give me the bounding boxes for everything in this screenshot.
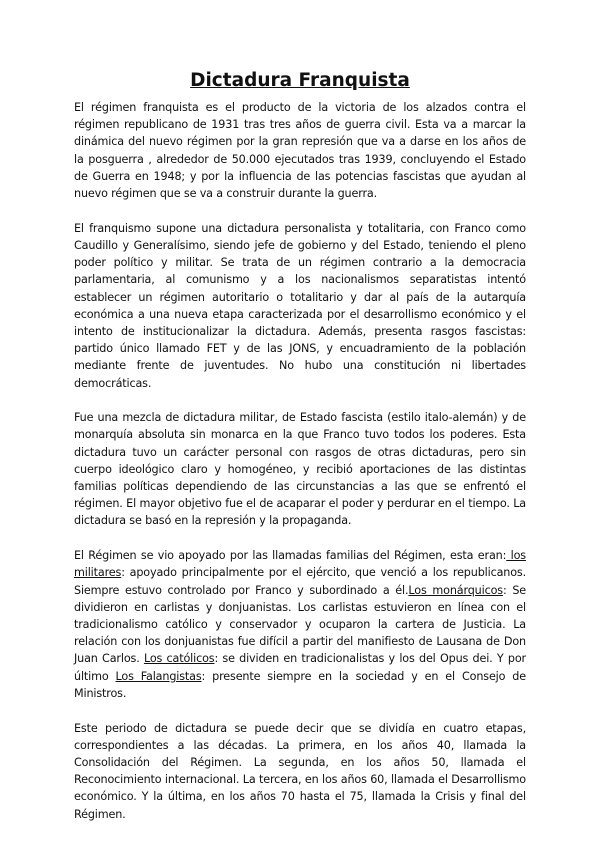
paragraph-stages: Este periodo de dictadura se puede decir que se dividía en cuatro etapas, correspondientes a las décadas. La primera, en los años 40, llamada la Consolidación del Régimen. La segunda, en los años 50, llamada el Reconocimiento internacional. La tercera, en los años 60, llamada el Desarrollismo económico. Y la última, en los años 70 hasta el 75, llamada la Crisis y final del Régimen. bbox=[74, 721, 526, 821]
paragraph-origins: El régimen franquista es el producto de la victoria de los alzados contra el régimen republicano de 1931 tras tres años de guerra civil. Esta va a marcar la dinámica del nuevo régimen por la gran represión que va a darse en los años de la posguerra , alrededor de 50.000 ejecutados tras 1939, concluyendo el Estado de Guerra en 1948; y por la influencia de las potencias fascistas que ayudan al nuevo régimen que se va a construir durante la guerra. bbox=[74, 101, 526, 201]
paragraph-families bbox=[74, 547, 526, 702]
family-falangistas-label: Los Falangistas bbox=[115, 669, 202, 683]
paragraph-characteristics: El franquismo supone una dictadura personalista y totalitaria, con Franco como Caudillo y Generalísimo, siendo jefe de gobierno y del Estado, teniendo el pleno poder político y militar. Se trata de un régimen contrario a la democracia parlamentaria, al comunismo y a los nacionalismos separatistas intentó establecer un régimen autoritario o totalitario y dar al país de la autarquía económica a una nueva etapa caracterizada por el desarrollismo económico y el intento de institucionalizar la dictadura. Además, presenta rasgos fascistas: partido único llamado FET y de las JONS, y encuadramiento de la población mediante frente de juventudes. No hubo una constitución ni libertades democráticas. bbox=[74, 221, 526, 390]
family-militares-label: los militares bbox=[74, 549, 526, 580]
document-title: Dictadura Franquista bbox=[190, 70, 410, 91]
document-page bbox=[74, 70, 526, 823]
paragraph-mixture: Fue una mezcla de dictadura militar, de Estado fascista (estilo italo-alemán) y de monarquía absoluta sin monarca en la que Franco tuvo todos los poderes. Esta dictadura tuvo un carácter personal con rasgos de otras dictaduras, pero sin cuerpo ideológico claro y homogéneo, y recibió aportaciones de las distintas familias políticas dependiendo de las circunstancias a las que se enfrentó el régimen. El mayor objetivo fue el de acaparar el poder y perdurar en el tiempo. La dictadura se basó en la represión y la propaganda. bbox=[74, 411, 526, 528]
family-militares-text: : apoyado principalmente por el ejército, que venció a los republicanos. Siempre estuvo controlado por Franco y subordinado a él. bbox=[74, 566, 526, 597]
family-falangistas-text: : presente siempre en la sociedad y en el Consejo de Ministros. bbox=[74, 669, 526, 700]
family-catolicos-label: Los católicos bbox=[143, 652, 215, 666]
families-intro: El Régimen se vio apoyado por las llamadas familias del Régimen, esta eran: bbox=[74, 549, 507, 563]
family-catolicos-text: : se dividen en tradicionalistas y los del Opus dei. Y por último bbox=[74, 652, 526, 683]
family-monarquicos-label: Los monárquicos bbox=[408, 583, 503, 597]
family-monarquicos-text: : Se dividieron en carlistas y donjuanistas. Los carlistas estuvieron en línea con el tradicionalismo católico y conservador y ocuparon la cartera de Justicia. La relación con los donjuanistas fue difícil a partir del manifiesto de Lausana de Don Juan Carlos. bbox=[74, 583, 527, 666]
